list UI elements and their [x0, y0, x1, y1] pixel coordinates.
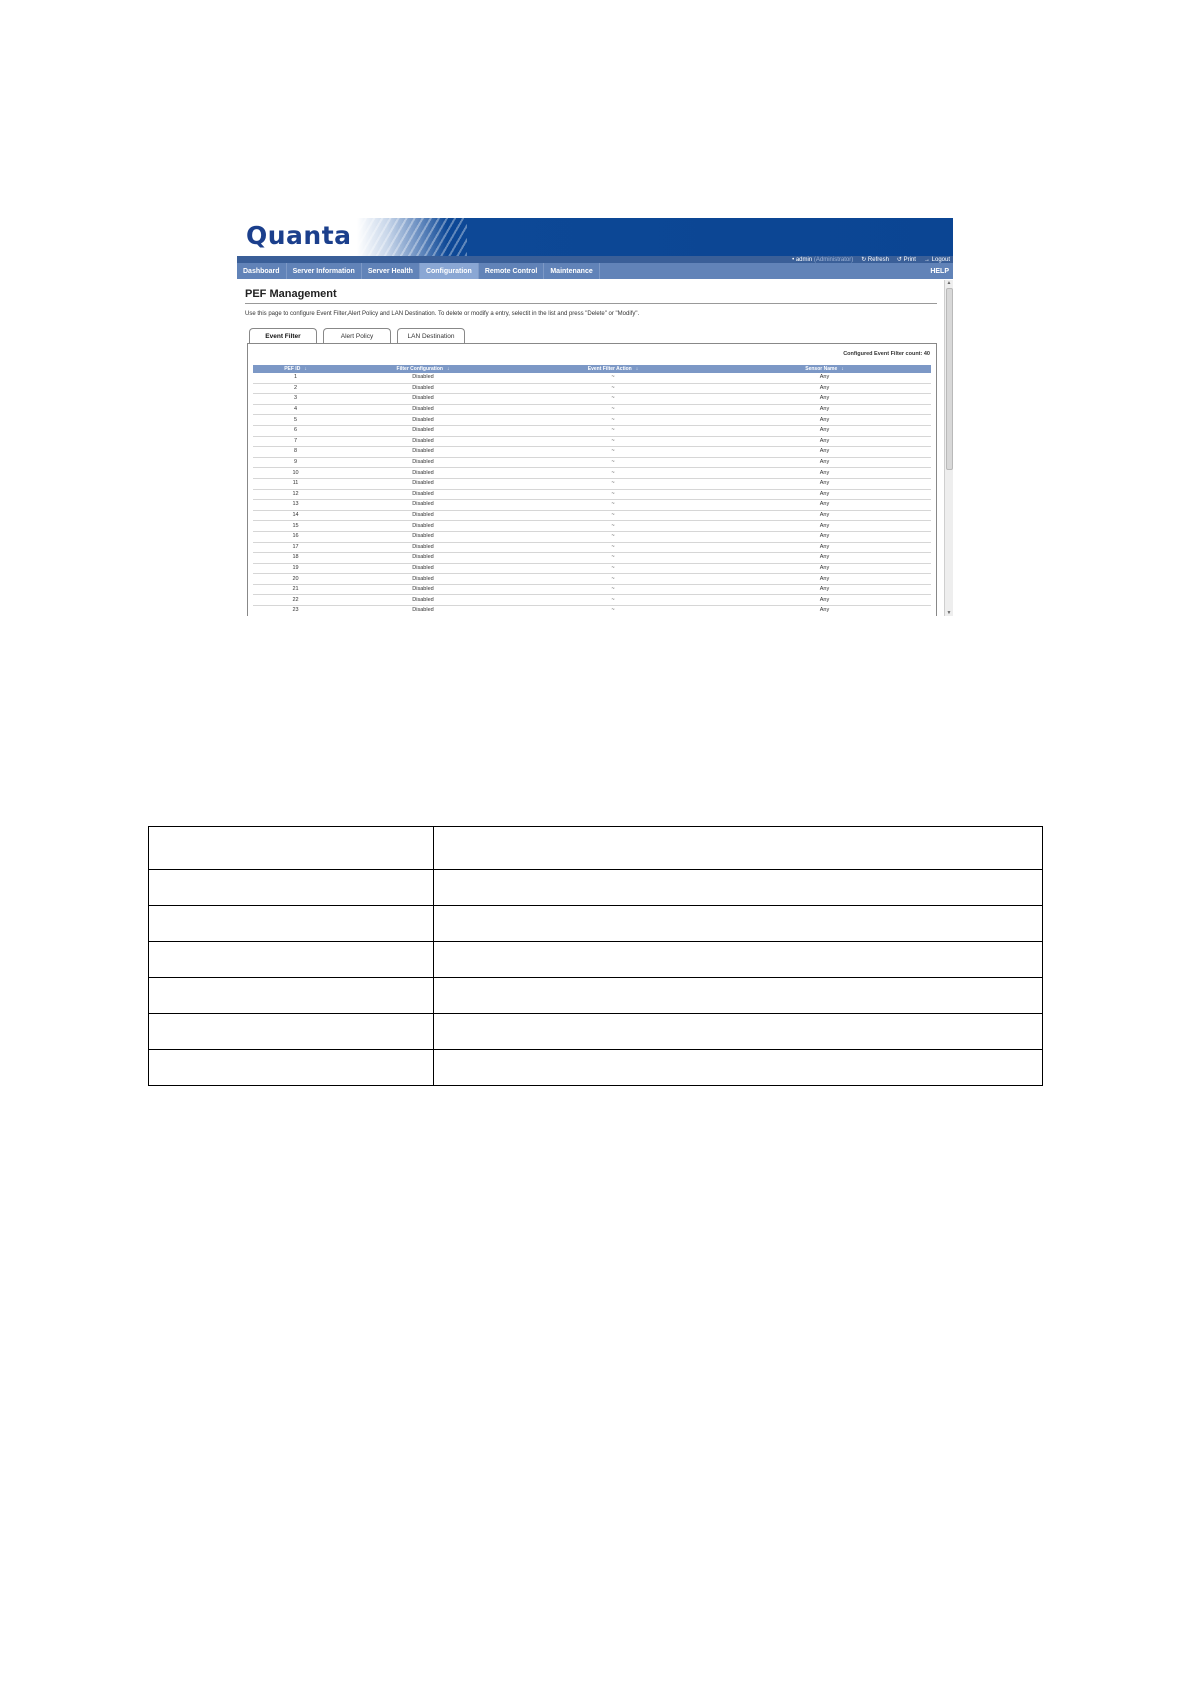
table-cell: [434, 827, 1043, 870]
table-cell: ~: [508, 542, 718, 553]
table-row[interactable]: [253, 542, 931, 553]
table-cell: ~: [508, 404, 718, 415]
table-row: [149, 827, 1043, 870]
table-cell: Disabled: [338, 457, 508, 468]
table-cell: 6: [253, 425, 338, 436]
page-title: PEF Management: [245, 288, 337, 300]
table-cell: 1: [253, 373, 338, 383]
nav-server-information[interactable]: Server Information: [287, 263, 362, 279]
table-cell: Disabled: [338, 584, 508, 595]
table-cell: [434, 978, 1043, 1014]
table-cell: Any: [718, 404, 931, 415]
table-cell: Disabled: [338, 478, 508, 489]
table-cell: 12: [253, 489, 338, 500]
table-row[interactable]: [253, 478, 931, 489]
table-cell: 8: [253, 447, 338, 458]
table-cell: Any: [718, 447, 931, 458]
table-row: [149, 1050, 1043, 1086]
table-cell: Any: [718, 542, 931, 553]
table-cell: 14: [253, 510, 338, 521]
sort-icon: ↓: [841, 366, 844, 372]
column-header-sensor-name[interactable]: Sensor Name ↓: [718, 365, 931, 373]
table-row[interactable]: [253, 404, 931, 415]
title-divider: [245, 303, 937, 304]
event-filter-table: [253, 365, 931, 616]
scroll-down-icon[interactable]: ▼: [946, 610, 952, 616]
table-cell: Any: [718, 457, 931, 468]
table-row[interactable]: [253, 436, 931, 447]
table-cell: ~: [508, 457, 718, 468]
page-description: Use this page to configure Event Filter,Alert Policy and LAN Destination. To delete or modify a entry, selectit in the list and press "Delete" or "Modify".: [245, 311, 640, 317]
table-cell: 16: [253, 531, 338, 542]
nav-configuration[interactable]: Configuration: [420, 263, 479, 279]
table-row[interactable]: [253, 489, 931, 500]
table-cell: Disabled: [338, 489, 508, 500]
table-cell: [149, 870, 434, 906]
scroll-up-icon[interactable]: ▲: [946, 280, 952, 286]
nav-maintenance[interactable]: Maintenance: [544, 263, 599, 279]
table-cell: Disabled: [338, 542, 508, 553]
table-cell: ~: [508, 606, 718, 616]
table-row[interactable]: [253, 584, 931, 595]
table-cell: ~: [508, 531, 718, 542]
table-cell: Disabled: [338, 415, 508, 426]
table-cell: [149, 827, 434, 870]
table-cell: Disabled: [338, 373, 508, 383]
table-cell: Any: [718, 553, 931, 564]
table-cell: Any: [718, 510, 931, 521]
table-cell: Any: [718, 606, 931, 616]
table-cell: ~: [508, 553, 718, 564]
table-row[interactable]: [253, 510, 931, 521]
table-row[interactable]: [253, 606, 931, 616]
sort-icon: ↓: [635, 366, 639, 372]
table-cell: 9: [253, 457, 338, 468]
tab-lan-destination[interactable]: LAN Destination: [397, 328, 465, 344]
table-row[interactable]: [253, 447, 931, 458]
table-cell: Disabled: [338, 563, 508, 574]
nav-server-health[interactable]: Server Health: [362, 263, 420, 279]
help-link[interactable]: HELP: [930, 267, 949, 275]
table-cell: 20: [253, 574, 338, 585]
table-cell: Disabled: [338, 425, 508, 436]
table-row[interactable]: [253, 574, 931, 585]
table-cell: 11: [253, 478, 338, 489]
table-cell: Any: [718, 584, 931, 595]
table-cell: Disabled: [338, 447, 508, 458]
nav-dashboard[interactable]: Dashboard: [237, 263, 287, 279]
table-header-row: [253, 365, 931, 373]
table-cell: ~: [508, 468, 718, 479]
table-cell: 4: [253, 404, 338, 415]
table-cell: Any: [718, 521, 931, 532]
table-row: [149, 978, 1043, 1014]
table-cell: Disabled: [338, 436, 508, 447]
main-nav: [237, 263, 953, 279]
table-cell: [149, 1014, 434, 1050]
table-row[interactable]: [253, 531, 931, 542]
user-name: • admin (Administrator): [792, 256, 854, 263]
scrollbar-thumb[interactable]: [946, 288, 953, 470]
table-cell: Any: [718, 595, 931, 606]
table-cell: Any: [718, 478, 931, 489]
quanta-logo: Quanta: [246, 221, 352, 250]
table-cell: 13: [253, 500, 338, 511]
table-cell: 5: [253, 415, 338, 426]
table-row[interactable]: [253, 500, 931, 511]
table-row[interactable]: [253, 468, 931, 479]
table-cell: [434, 1014, 1043, 1050]
table-cell: Any: [718, 563, 931, 574]
table-cell: Disabled: [338, 531, 508, 542]
table-cell: Disabled: [338, 404, 508, 415]
table-cell: Any: [718, 373, 931, 383]
table-cell: ~: [508, 510, 718, 521]
table-cell: 18: [253, 553, 338, 564]
table-cell: Any: [718, 574, 931, 585]
table-cell: 23: [253, 606, 338, 616]
table-cell: ~: [508, 489, 718, 500]
table-row: [149, 906, 1043, 942]
column-header-event-filter-action[interactable]: Event Filter Action ↓: [508, 365, 718, 373]
table-cell: 19: [253, 563, 338, 574]
sort-icon: ↓: [446, 366, 450, 372]
table-row[interactable]: [253, 457, 931, 468]
event-filter-rows: [253, 373, 931, 616]
table-row[interactable]: [253, 553, 931, 564]
banner: [237, 218, 953, 256]
table-cell: 17: [253, 542, 338, 553]
table-cell: 10: [253, 468, 338, 479]
table-cell: Any: [718, 383, 931, 394]
table-cell: ~: [508, 425, 718, 436]
table-cell: 3: [253, 394, 338, 405]
event-filter-panel: [247, 343, 937, 616]
table-cell: ~: [508, 447, 718, 458]
table-cell: Disabled: [338, 394, 508, 405]
table-row[interactable]: [253, 521, 931, 532]
table-row: [149, 942, 1043, 978]
table-cell: 7: [253, 436, 338, 447]
blank-document-table: [148, 826, 1043, 1086]
table-row[interactable]: [253, 595, 931, 606]
table-cell: Any: [718, 531, 931, 542]
table-cell: Disabled: [338, 500, 508, 511]
table-cell: ~: [508, 436, 718, 447]
table-cell: ~: [508, 563, 718, 574]
table-cell: Any: [718, 489, 931, 500]
table-cell: [149, 978, 434, 1014]
print-link[interactable]: ↺ Print: [896, 257, 916, 263]
table-cell: Disabled: [338, 468, 508, 479]
tab-strip: [249, 328, 465, 344]
refresh-link[interactable]: ↻ Refresh: [861, 257, 889, 263]
table-row[interactable]: [253, 425, 931, 436]
banner-swoosh: [357, 218, 467, 256]
table-cell: Disabled: [338, 521, 508, 532]
table-cell: ~: [508, 478, 718, 489]
screenshot-frame: [237, 218, 953, 616]
table-cell: ~: [508, 574, 718, 585]
table-cell: Any: [718, 415, 931, 426]
table-row[interactable]: [253, 383, 931, 394]
tab-event-filter[interactable]: Event Filter: [249, 328, 317, 344]
table-row[interactable]: [253, 394, 931, 405]
table-cell: 22: [253, 595, 338, 606]
table-row[interactable]: [253, 373, 931, 383]
table-cell: Any: [718, 425, 931, 436]
event-filter-count: Configured Event Filter count: 40: [843, 351, 930, 357]
table-cell: [434, 906, 1043, 942]
table-cell: [149, 1050, 434, 1086]
table-cell: Disabled: [338, 595, 508, 606]
column-header-filter-configuration[interactable]: Filter Configuration ↓: [338, 365, 508, 373]
table-cell: Any: [718, 436, 931, 447]
table-cell: 21: [253, 584, 338, 595]
table-cell: [149, 942, 434, 978]
table-cell: ~: [508, 595, 718, 606]
table-cell: 15: [253, 521, 338, 532]
table-cell: [434, 942, 1043, 978]
table-cell: ~: [508, 383, 718, 394]
table-cell: ~: [508, 521, 718, 532]
logout-link[interactable]: → Logout: [923, 256, 950, 263]
table-cell: [434, 1050, 1043, 1086]
table-cell: Any: [718, 500, 931, 511]
table-cell: Disabled: [338, 606, 508, 616]
tab-alert-policy[interactable]: Alert Policy: [323, 328, 391, 344]
sort-icon: ↓: [304, 366, 307, 372]
page-scrollbar[interactable]: [944, 280, 953, 616]
table-cell: ~: [508, 394, 718, 405]
table-row: [149, 1014, 1043, 1050]
table-cell: ~: [508, 373, 718, 383]
table-row[interactable]: [253, 415, 931, 426]
table-cell: Any: [718, 468, 931, 479]
table-cell: Disabled: [338, 383, 508, 394]
table-cell: ~: [508, 415, 718, 426]
table-cell: ~: [508, 584, 718, 595]
table-cell: [434, 870, 1043, 906]
table-cell: Disabled: [338, 510, 508, 521]
table-cell: Disabled: [338, 553, 508, 564]
column-header-pef-id[interactable]: PEF ID ↓: [253, 365, 338, 373]
table-cell: Disabled: [338, 574, 508, 585]
table-row[interactable]: [253, 563, 931, 574]
table-cell: 2: [253, 383, 338, 394]
nav-remote-control[interactable]: Remote Control: [479, 263, 545, 279]
table-row: [149, 870, 1043, 906]
table-cell: ~: [508, 500, 718, 511]
table-cell: [149, 906, 434, 942]
table-cell: Any: [718, 394, 931, 405]
